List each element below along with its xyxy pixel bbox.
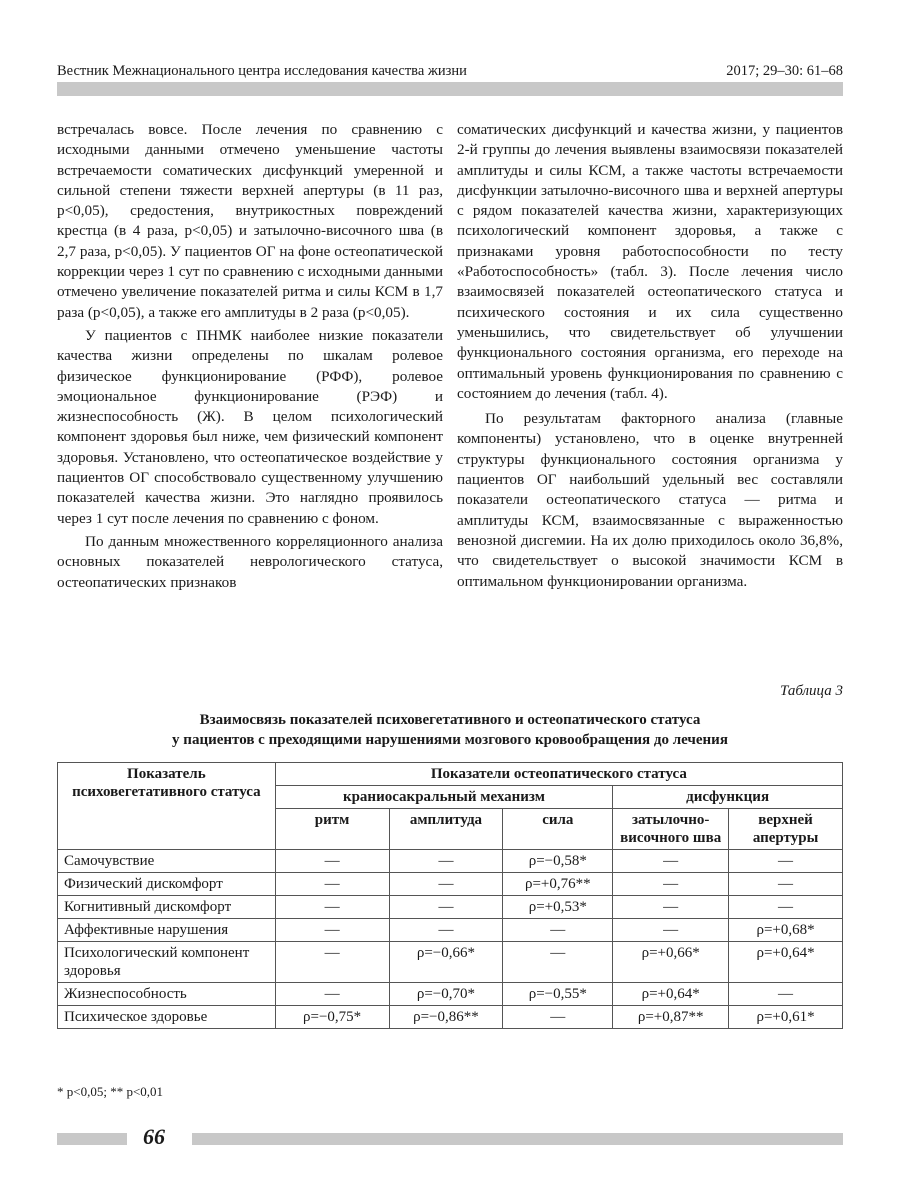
- table-cell: —: [389, 919, 503, 942]
- row-label: Физический дискомфорт: [58, 873, 276, 896]
- table-cell: —: [503, 919, 613, 942]
- left-column: [57, 120, 443, 593]
- table-cell: —: [503, 942, 613, 983]
- table-cell: —: [613, 850, 729, 873]
- row-label: Самочувствие: [58, 850, 276, 873]
- table-cell: ρ=+0,64*: [613, 983, 729, 1006]
- body-text: [57, 120, 843, 593]
- table-title: [57, 710, 843, 750]
- paragraph: соматических дисфункций и качества жизни, у пациентов 2-й группы до лечения выявлены взаимосвязи показателей амплитуды и силы КСМ, а также частоты встречаемости дисфункции затылочно-височного шва и верхней апертуры с рядом показателей качества жизни, характеризующих психологический компонент здоровья, а также с признаками уровня работоспособности по тесту «Работоспособность» (табл. 3). После лечения число взаимосвязей показателей остеопатического статуса и психического состояния и их сила существенно уменьшились, что свидетельствует об улучшении функционального состояния организма, его переходе на оптимальный уровень функционирования по сравнению с состоянием до лечения (табл. 4).: [457, 121, 843, 402]
- table-cell: ρ=+0,64*: [729, 942, 843, 983]
- table-row: [58, 983, 843, 1006]
- paragraph: По результатам факторного анализа (главные компоненты) установлено, что в оценке внутренней структуры функционального состояния организма у пациентов ОГ наибольший удельный вес составляли показатели остеопатического статуса — ритма и амплитуды КСМ, взаимосвязанные с выраженностью венозной дисгемии. На их долю приходилось около 36,8%, что свидетельствует о высокой значимости КСМ в оптимальном функционировании организма.: [457, 410, 843, 590]
- table-cell: ρ=+0,66*: [613, 942, 729, 983]
- running-header: [57, 60, 843, 80]
- paragraph: встречалась вовсе. После лечения по сравнению с исходными данными отмечено уменьшение частоты встречаемости соматических дисфункций умеренной и сильной степени тяжести верхней апертуры (в 11 раз, p<0,05), средостения, внутрикостных повреждений крестца (в 4 раза, p<0,05) и затылочно-височного шва (в 2,7 раза, p<0,05). У пациентов ОГ на фоне остеопатической коррекции через 1 сут по сравнению с исходными данными отмечено увеличение показателей ритма и силы КСМ в 1,7 раза (p<0,05), а также его амплитуды в 2 раза (p<0,05).: [57, 121, 444, 321]
- table-cell: —: [729, 983, 843, 1006]
- table-cell: ρ=−0,55*: [503, 983, 613, 1006]
- table-row: [58, 942, 843, 983]
- table-cell: ρ=−0,86**: [389, 1006, 503, 1029]
- table-cell: —: [503, 1006, 613, 1029]
- header-ksm: краниосакральный механизм: [275, 786, 613, 809]
- table-cell: ρ=+0,68*: [729, 919, 843, 942]
- right-column: [457, 120, 843, 593]
- table-cell: —: [729, 850, 843, 873]
- table-cell: ρ=+0,53*: [503, 896, 613, 919]
- page-number: 66: [143, 1124, 165, 1149]
- table-cell: —: [613, 919, 729, 942]
- table-row: [58, 919, 843, 942]
- table-cell: —: [275, 919, 389, 942]
- table-cell: ρ=−0,70*: [389, 983, 503, 1006]
- journal-title: Вестник Межнационального центра исследования качества жизни: [57, 63, 467, 79]
- correlation-table: [57, 762, 843, 1029]
- table-cell: —: [275, 942, 389, 983]
- subheader-amplitude: амплитуда: [389, 809, 503, 850]
- table-row: [58, 873, 843, 896]
- table-cell: ρ=+0,87**: [613, 1006, 729, 1029]
- row-label: Жизнеспособность: [58, 983, 276, 1006]
- header-indicator: Показатель психовегетативного статуса: [58, 763, 276, 850]
- table-row: [58, 850, 843, 873]
- paragraph: По данным множественного корреляционного анализа основных показателей неврологического статуса, остеопатических признаков: [57, 532, 443, 591]
- subheader-force: сила: [503, 809, 613, 850]
- table-body: [58, 850, 843, 1029]
- table-row: [58, 1006, 843, 1029]
- table-cell: —: [275, 873, 389, 896]
- table-cell: —: [389, 873, 503, 896]
- table-cell: —: [613, 896, 729, 919]
- paragraph: У пациентов с ПНМК наиболее низкие показатели качества жизни определены по шкалам ролевое физическое функционирование (РФФ), ролевое эмоциональное функционирование (РЭФ) и жизнеспособность (Ж). В целом психологический компонент здоровья был ниже, чем физический компонент здоровья. Установлено, что остеопатическое воздействие у пациентов ОГ способствовало существенному улучшению показателей качества жизни. Это наглядно проявилось через 1 сут после лечения по сравнению с фоном.: [57, 326, 443, 527]
- header-dysfunction: дисфункция: [613, 786, 843, 809]
- subheader-rhythm: ритм: [275, 809, 389, 850]
- table-title-line: у пациентов с преходящими нарушениями мозгового кровообращения до лечения: [172, 732, 728, 748]
- table-cell: —: [613, 873, 729, 896]
- table-cell: ρ=+0,76**: [503, 873, 613, 896]
- table-title-line: Взаимосвязь показателей психовегетативного и остеопатического статуса: [199, 712, 701, 728]
- table-cell: —: [275, 896, 389, 919]
- table-cell: —: [729, 873, 843, 896]
- row-label: Когнитивный дискомфорт: [58, 896, 276, 919]
- table-footnote: * p<0,05; ** p<0,01: [57, 1084, 164, 1099]
- table-cell: ρ=−0,75*: [275, 1006, 389, 1029]
- table-caption: Таблица 3: [780, 683, 843, 699]
- table-cell: —: [389, 850, 503, 873]
- table-row: [58, 896, 843, 919]
- subheader-suture: затылочно-височного шва: [613, 809, 729, 850]
- table-cell: —: [275, 850, 389, 873]
- table-cell: ρ=−0,58*: [503, 850, 613, 873]
- issue-info: 2017; 29–30: 61–68: [726, 63, 843, 79]
- table-cell: —: [275, 983, 389, 1006]
- footer-rule-left: [57, 1133, 127, 1145]
- header-osteo: Показатели остеопатического статуса: [275, 763, 842, 786]
- table-cell: —: [389, 896, 503, 919]
- table-cell: —: [729, 896, 843, 919]
- subheader-aperture: верхней апертуры: [729, 809, 843, 850]
- table-cell: ρ=−0,66*: [389, 942, 503, 983]
- table-cell: ρ=+0,61*: [729, 1006, 843, 1029]
- footer-rule-right: [192, 1133, 843, 1145]
- row-label: Аффективные нарушения: [58, 919, 276, 942]
- row-label: Психическое здоровье: [58, 1006, 276, 1029]
- row-label: Психологический компонент здоровья: [58, 942, 276, 983]
- header-rule: [57, 82, 843, 96]
